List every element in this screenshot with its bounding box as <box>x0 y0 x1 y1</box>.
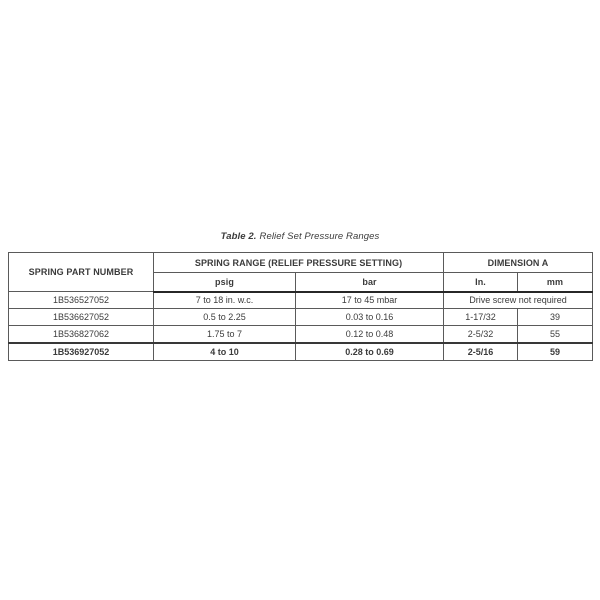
table-row <box>9 326 593 343</box>
cell-psig-range: 7 to 18 in. w.c. <box>154 292 296 309</box>
cell-dimension-mm: 55 <box>518 326 593 343</box>
header-dimension-a: DIMENSION A <box>444 253 593 273</box>
cell-dimension-inches: 1-17/32 <box>444 309 518 326</box>
cell-part-number: 1B536827062 <box>9 326 154 343</box>
cell-part-number: 1B536527052 <box>9 292 154 309</box>
cell-dimension-mm: 59 <box>518 343 593 361</box>
cell-bar-range: 0.12 to 0.48 <box>296 326 444 343</box>
table-caption <box>0 230 600 243</box>
table-body <box>9 292 593 361</box>
table-row <box>9 292 593 309</box>
cell-bar-range: 0.03 to 0.16 <box>296 309 444 326</box>
cell-dimension-mm: 39 <box>518 309 593 326</box>
cell-bar-range: 0.28 to 0.69 <box>296 343 444 361</box>
cell-bar-range: 17 to 45 mbar <box>296 292 444 309</box>
header-psig: psig <box>154 273 296 292</box>
table-row-emphasized <box>9 343 593 361</box>
relief-pressure-table <box>8 252 593 361</box>
cell-psig-range: 1.75 to 7 <box>154 326 296 343</box>
header-row-groups <box>9 253 593 273</box>
header-spring-range: SPRING RANGE (RELIEF PRESSURE SETTING) <box>154 253 444 273</box>
table-caption-number: Table 2. <box>220 231 257 242</box>
cell-part-number: 1B536927052 <box>9 343 154 361</box>
table-row <box>9 309 593 326</box>
cell-dimension-inches: 2-5/32 <box>444 326 518 343</box>
cell-part-number: 1B536627052 <box>9 309 154 326</box>
table-caption-title: Relief Set Pressure Ranges <box>259 231 380 242</box>
header-bar: bar <box>296 273 444 292</box>
header-spring-part-number: SPRING PART NUMBER <box>9 253 154 292</box>
cell-dimension-note: Drive screw not required <box>444 292 593 309</box>
table-header <box>9 253 593 292</box>
cell-psig-range: 4 to 10 <box>154 343 296 361</box>
header-inches: In. <box>444 273 518 292</box>
header-mm: mm <box>518 273 593 292</box>
cell-dimension-inches: 2-5/16 <box>444 343 518 361</box>
cell-psig-range: 0.5 to 2.25 <box>154 309 296 326</box>
